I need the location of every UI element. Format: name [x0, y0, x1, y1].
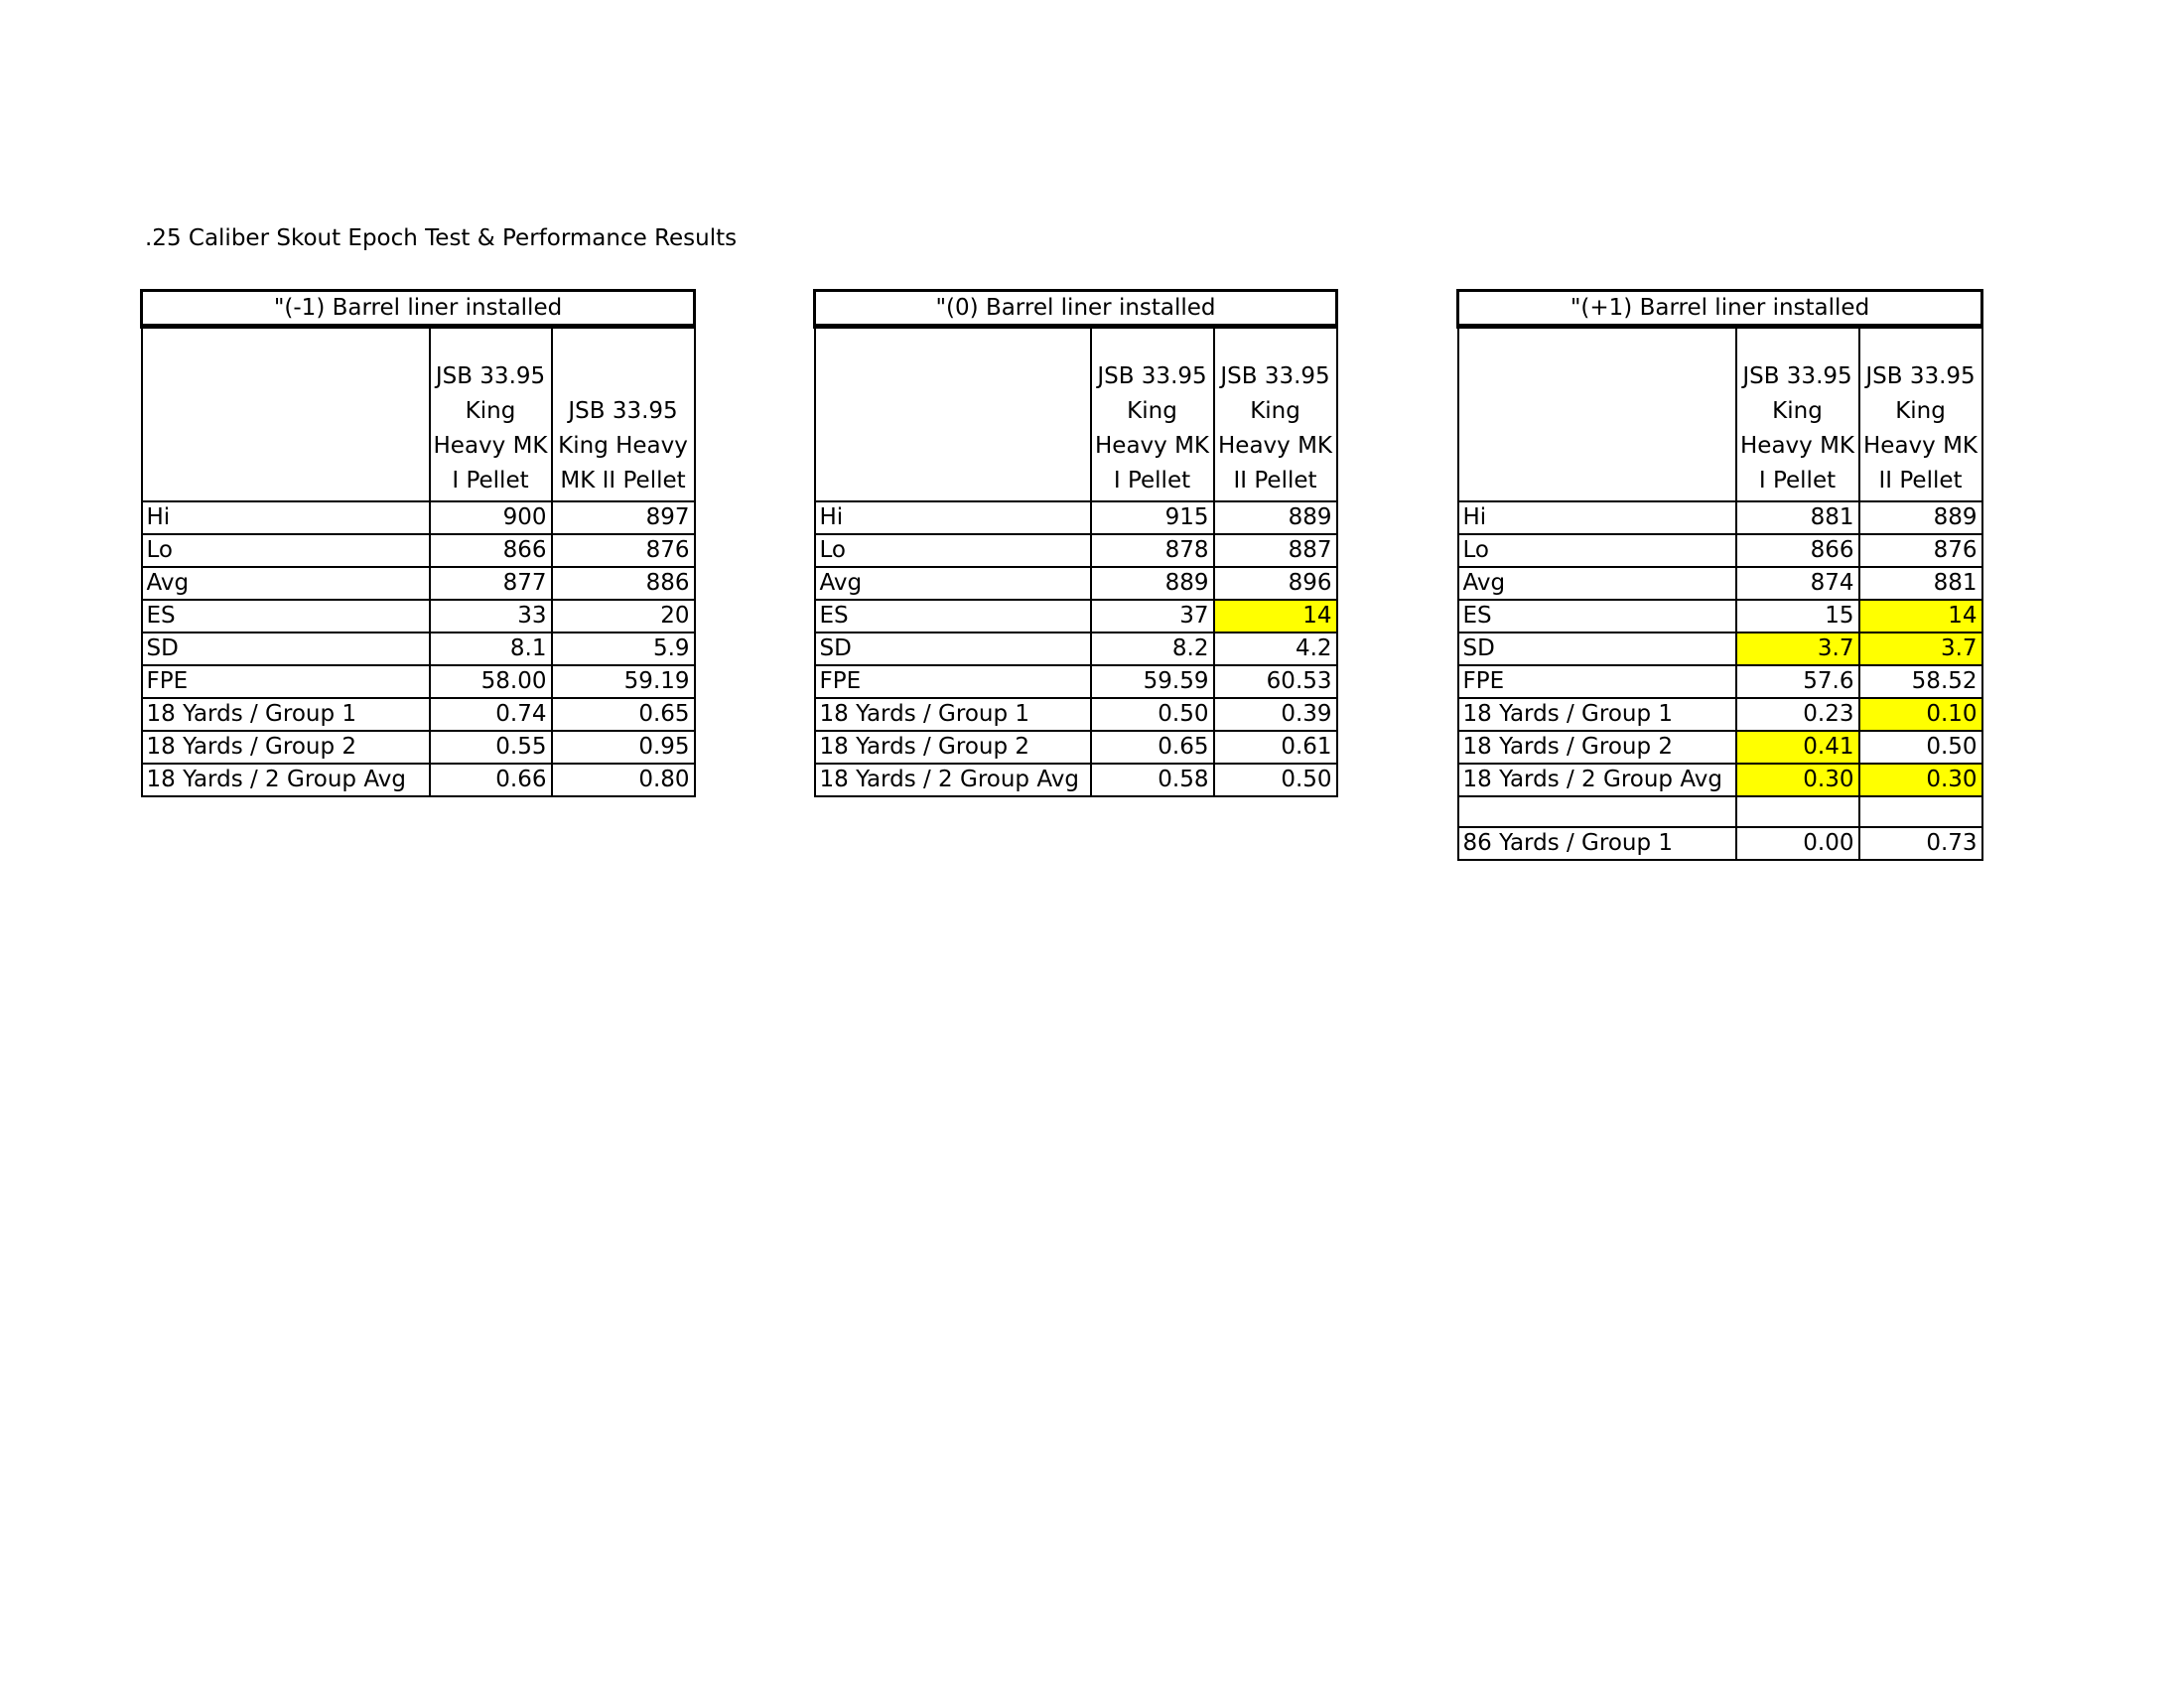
- value-cell: 0.23: [1736, 698, 1859, 731]
- value-cell: 5.9: [552, 633, 695, 665]
- value-cell: 8.1: [430, 633, 552, 665]
- table-row: [1458, 698, 1982, 731]
- value-cell: 57.6: [1736, 665, 1859, 698]
- row-label: 18 Yards / Group 1: [142, 698, 430, 731]
- row-label: 18 Yards / Group 1: [815, 698, 1091, 731]
- value-cell: 0.74: [430, 698, 552, 731]
- value-cell: 0.66: [430, 764, 552, 796]
- column-header: JSB 33.95 King Heavy MK II Pellet: [1859, 327, 1982, 501]
- table-row: [142, 633, 695, 665]
- header-corner-cell: [815, 327, 1091, 501]
- row-label: 18 Yards / Group 1: [1458, 698, 1736, 731]
- table-row: [1458, 600, 1982, 633]
- highlighted-value-cell: 0.10: [1859, 698, 1982, 731]
- results-table-zero: [813, 289, 1338, 797]
- row-label: Lo: [815, 534, 1091, 567]
- row-label: Hi: [142, 501, 430, 534]
- table-row: [142, 534, 695, 567]
- highlighted-value-cell: 3.7: [1736, 633, 1859, 665]
- value-cell: 897: [552, 501, 695, 534]
- row-label: SD: [142, 633, 430, 665]
- table-title-row: [1458, 291, 1982, 327]
- table-row: [142, 600, 695, 633]
- value-cell: 0.00: [1736, 827, 1859, 860]
- value-cell: 58.52: [1859, 665, 1982, 698]
- row-label: 86 Yards / Group 1: [1458, 827, 1736, 860]
- row-label: Lo: [142, 534, 430, 567]
- row-label: ES: [1458, 600, 1736, 633]
- table-row: [815, 567, 1337, 600]
- highlighted-value-cell: 14: [1214, 600, 1337, 633]
- row-label: 18 Yards / Group 2: [142, 731, 430, 764]
- table-row: [815, 698, 1337, 731]
- table-title-row: [142, 291, 695, 327]
- value-cell: 0.80: [552, 764, 695, 796]
- value-cell: 33: [430, 600, 552, 633]
- row-label: Hi: [1458, 501, 1736, 534]
- value-cell: 0.55: [430, 731, 552, 764]
- table-row: [1458, 764, 1982, 796]
- results-table-plus-one: [1456, 289, 1983, 861]
- row-label: 18 Yards / 2 Group Avg: [142, 764, 430, 796]
- row-label: 18 Yards / 2 Group Avg: [815, 764, 1091, 796]
- table-row: [815, 501, 1337, 534]
- table-row: [1458, 534, 1982, 567]
- table-title: "(-1) Barrel liner installed: [142, 291, 695, 327]
- table-row: [1458, 567, 1982, 600]
- value-cell: 881: [1859, 567, 1982, 600]
- row-label: Lo: [1458, 534, 1736, 567]
- column-header: JSB 33.95 King Heavy MK I Pellet: [430, 327, 552, 501]
- row-label: FPE: [142, 665, 430, 698]
- value-cell: 0.50: [1214, 764, 1337, 796]
- value-cell: 15: [1736, 600, 1859, 633]
- row-label: 18 Yards / Group 2: [1458, 731, 1736, 764]
- column-header-row: [815, 327, 1337, 501]
- value-cell: 59.59: [1091, 665, 1214, 698]
- value-cell: 881: [1736, 501, 1859, 534]
- value-cell: 0.50: [1859, 731, 1982, 764]
- column-header-row: [142, 327, 695, 501]
- value-cell: 878: [1091, 534, 1214, 567]
- table-row: [142, 731, 695, 764]
- table-row: [815, 600, 1337, 633]
- value-cell: 886: [552, 567, 695, 600]
- highlighted-value-cell: 0.30: [1736, 764, 1859, 796]
- row-label: Avg: [1458, 567, 1736, 600]
- value-cell: 4.2: [1214, 633, 1337, 665]
- row-label: ES: [815, 600, 1091, 633]
- value-cell: 58.00: [430, 665, 552, 698]
- highlighted-value-cell: 14: [1859, 600, 1982, 633]
- table-row: [142, 698, 695, 731]
- highlighted-value-cell: 3.7: [1859, 633, 1982, 665]
- row-label: Hi: [815, 501, 1091, 534]
- header-corner-cell: [1458, 327, 1736, 501]
- value-cell: 59.19: [552, 665, 695, 698]
- row-label: Avg: [815, 567, 1091, 600]
- table-row: [142, 764, 695, 796]
- table-row: [142, 665, 695, 698]
- row-label: SD: [1458, 633, 1736, 665]
- column-header-row: [1458, 327, 1982, 501]
- row-label: FPE: [815, 665, 1091, 698]
- value-cell: 20: [552, 600, 695, 633]
- value-cell: 866: [430, 534, 552, 567]
- table-title: "(+1) Barrel liner installed: [1458, 291, 1982, 327]
- value-cell: 866: [1736, 534, 1859, 567]
- value-cell: 874: [1736, 567, 1859, 600]
- results-table-minus-one: [140, 289, 696, 797]
- value-cell: 0.65: [552, 698, 695, 731]
- table-row: [142, 501, 695, 534]
- table-row: [1458, 665, 1982, 698]
- table-row: [1458, 731, 1982, 764]
- table-row: [1458, 827, 1982, 860]
- value-cell: 0.39: [1214, 698, 1337, 731]
- row-label: FPE: [1458, 665, 1736, 698]
- value-cell: 0.95: [552, 731, 695, 764]
- table-row: [815, 633, 1337, 665]
- value-cell: 0.73: [1859, 827, 1982, 860]
- highlighted-value-cell: 0.30: [1859, 764, 1982, 796]
- table-row: [1458, 796, 1982, 827]
- value-cell: 0.65: [1091, 731, 1214, 764]
- value-cell: 889: [1859, 501, 1982, 534]
- row-label: 18 Yards / 2 Group Avg: [1458, 764, 1736, 796]
- table-row: [815, 764, 1337, 796]
- table-row: [815, 534, 1337, 567]
- column-header: JSB 33.95 King Heavy MK I Pellet: [1091, 327, 1214, 501]
- header-corner-cell: [142, 327, 430, 501]
- value-cell: 915: [1091, 501, 1214, 534]
- table-row: [142, 567, 695, 600]
- value-cell: 60.53: [1214, 665, 1337, 698]
- value-cell: 8.2: [1091, 633, 1214, 665]
- row-label: Avg: [142, 567, 430, 600]
- column-header: JSB 33.95 King Heavy MK I Pellet: [1736, 327, 1859, 501]
- row-label: 18 Yards / Group 2: [815, 731, 1091, 764]
- table-title-row: [815, 291, 1337, 327]
- value-cell: 896: [1214, 567, 1337, 600]
- value-cell: 876: [1859, 534, 1982, 567]
- highlighted-value-cell: 0.41: [1736, 731, 1859, 764]
- row-label: SD: [815, 633, 1091, 665]
- value-cell: 0.61: [1214, 731, 1337, 764]
- value-cell: 876: [552, 534, 695, 567]
- column-header: JSB 33.95 King Heavy MK II Pellet: [552, 327, 695, 501]
- table-row: [815, 731, 1337, 764]
- value-cell: 0.50: [1091, 698, 1214, 731]
- row-label: ES: [142, 600, 430, 633]
- value-cell: 37: [1091, 600, 1214, 633]
- row-label: [1458, 796, 1736, 827]
- value-cell: 889: [1091, 567, 1214, 600]
- table-title: "(0) Barrel liner installed: [815, 291, 1337, 327]
- value-cell: [1736, 796, 1859, 827]
- page-title: .25 Caliber Skout Epoch Test & Performance Results: [145, 225, 738, 251]
- column-header: JSB 33.95 King Heavy MK II Pellet: [1214, 327, 1337, 501]
- table-row: [1458, 633, 1982, 665]
- value-cell: [1859, 796, 1982, 827]
- table-row: [815, 665, 1337, 698]
- value-cell: 887: [1214, 534, 1337, 567]
- value-cell: 877: [430, 567, 552, 600]
- value-cell: 0.58: [1091, 764, 1214, 796]
- value-cell: 889: [1214, 501, 1337, 534]
- table-row: [1458, 501, 1982, 534]
- value-cell: 900: [430, 501, 552, 534]
